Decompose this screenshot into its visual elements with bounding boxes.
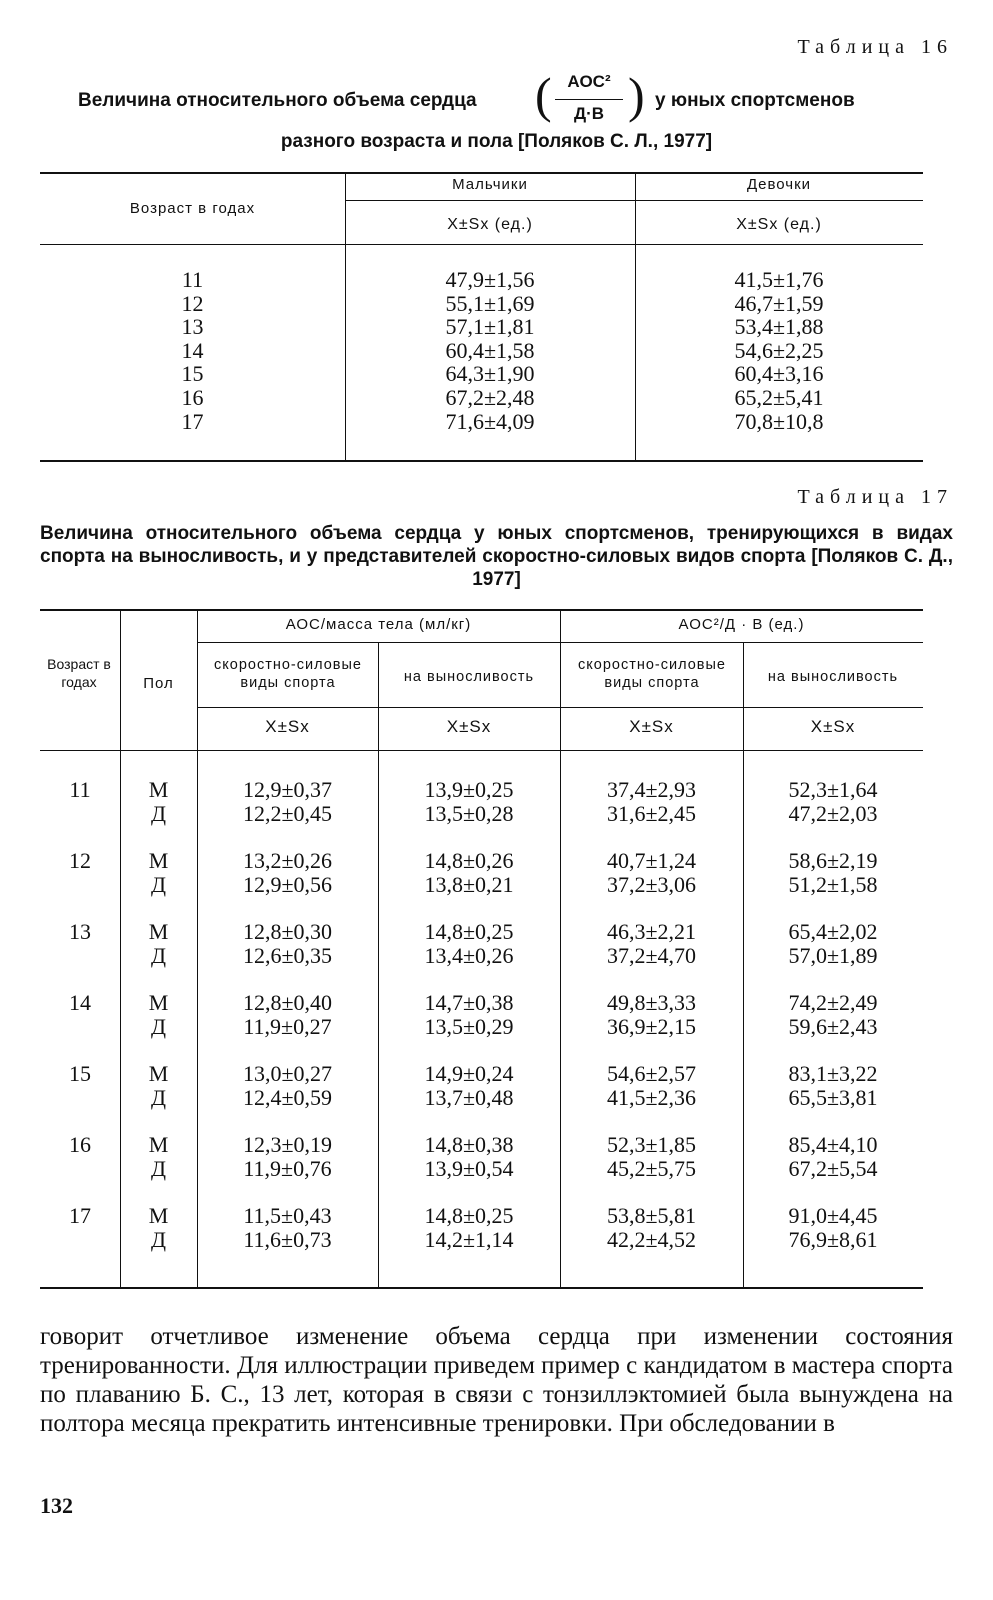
table16-girls-cell: 65,2±5,41: [734, 385, 824, 410]
table17-value-cell: 91,0±4,45: [788, 1203, 878, 1228]
table16-boys-cell: 71,6±4,09: [445, 408, 535, 434]
table16-age-cell: 15: [181, 361, 204, 387]
table16-girls-cell: 60,4±3,16: [734, 361, 824, 387]
table16-mid-rule: [345, 200, 923, 201]
table17-value-cell: 83,1±3,22: [788, 1061, 878, 1086]
table16-age-cell: 13: [181, 314, 204, 340]
table16-title-part2: у юных спортсменов: [655, 90, 855, 111]
table16-bottom-rule: [40, 460, 923, 462]
table17-value-cell: 49,8±3,33: [606, 990, 697, 1015]
table17-header-endurance-2: на выносливость: [767, 669, 899, 685]
table17-sex-cell: М: [148, 990, 169, 1015]
table17-value-cell: 14,8±0,26: [424, 848, 514, 873]
table17-value-cell: 46,3±2,21: [606, 919, 697, 944]
table16-header-age: Возраст в годах: [129, 200, 256, 217]
body-paragraph: говорит отчетливое изменение объема сердца при изменении состояния тренированности. Для иллюстрации приведем пример с кандидатом в мастера спорта по плаванию Б. С., 13 лет, которая в связи с тонзиллэктомией была вынуждена на полтора месяца прекратить интенсивные тренировки. При обследовании в: [40, 1323, 953, 1437]
table17-sex-cell: М: [148, 777, 169, 802]
table17-sex-cell: М: [148, 848, 169, 873]
table17-value-cell: 53,8±5,81: [606, 1203, 697, 1228]
table17-value-cell: 13,8±0,21: [424, 872, 514, 897]
table16-boys-cell: 64,3±1,90: [445, 361, 535, 387]
table17-value-cell: 37,4±2,93: [606, 777, 697, 802]
table17-sex-cell: М: [148, 1203, 169, 1228]
table17-value-cell: 12,6±0,35: [242, 943, 333, 968]
table16-boys-cell: 67,2±2,48: [445, 385, 535, 410]
table17-value-cell: 13,4±0,26: [424, 943, 514, 968]
table16-header-rule: [40, 244, 923, 245]
table17-header-group1: АОС/масса тела (мл/кг): [285, 616, 472, 633]
table17-sex-cell: Д: [150, 872, 166, 897]
table17-sex-cell: Д: [150, 1014, 166, 1039]
table16-header-stat-boys: X±Sx (ед.): [447, 216, 533, 233]
table17-value-cell: 13,2±0,26: [242, 848, 333, 873]
table16-girls-cell: 53,4±1,88: [734, 314, 824, 340]
table17-age-cell: 11: [69, 777, 91, 802]
table16-girls-cell: 54,6±2,25: [734, 337, 824, 363]
table17-header-group2: АОС²/Д · В (ед.): [678, 616, 805, 633]
table17-age-cell: 17: [69, 1203, 91, 1228]
table16-title-line2: разного возраста и пола [Поляков С. Л., 1977]: [280, 131, 713, 152]
table17-value-cell: 14,2±1,14: [424, 1227, 514, 1252]
table17-value-cell: 42,2±4,52: [606, 1227, 697, 1252]
table17-header-sex: Пол: [143, 675, 174, 692]
table17-header-speed-1: скоростно-силовые виды спорта: [214, 657, 362, 691]
table17-value-cell: 12,9±0,37: [242, 777, 333, 802]
table17-value-cell: 13,9±0,54: [424, 1156, 514, 1181]
table17-value-cell: 37,2±3,06: [606, 872, 697, 897]
table17-value-cell: 47,2±2,03: [788, 801, 878, 826]
table17-value-cell: 36,9±2,15: [606, 1014, 697, 1039]
table17-sex-cell: М: [148, 1061, 169, 1086]
table17-value-cell: 76,9±8,61: [788, 1227, 878, 1252]
table17-value-cell: 12,3±0,19: [242, 1132, 333, 1157]
table17-value-cell: 12,4±0,59: [242, 1085, 333, 1110]
title-fraction-denominator: Д·В: [573, 104, 605, 123]
table17-sex-cell: Д: [150, 1227, 166, 1252]
left-paren: (: [535, 67, 552, 123]
table17-value-cell: 31,6±2,45: [606, 801, 697, 826]
table17-header-stat-4: X±Sx: [810, 717, 856, 736]
table17-age-cell: 12: [69, 848, 91, 873]
table17-value-cell: 13,0±0,27: [242, 1061, 333, 1086]
title-fraction-numerator: АОС²: [567, 72, 611, 91]
table17-bottom-rule: [40, 1287, 923, 1289]
table17-value-cell: 11,5±0,43: [243, 1203, 332, 1228]
table17-value-cell: 14,7±0,38: [424, 990, 514, 1015]
table16-girls-cell: 41,5±1,76: [734, 267, 824, 292]
table17-value-cell: 12,2±0,45: [242, 801, 333, 826]
table16-boys-cell: 47,9±1,56: [445, 267, 535, 292]
table17-header-stat-3: X±Sx: [629, 717, 674, 736]
table17-value-cell: 58,6±2,19: [788, 848, 878, 873]
table17-age-cell: 16: [69, 1132, 91, 1157]
table17-value-cell: 85,4±4,10: [788, 1132, 878, 1157]
table16-boys-cell: 57,1±1,81: [445, 314, 535, 340]
table17-sex-cell: Д: [150, 943, 166, 968]
table17-age-cell: 15: [69, 1061, 91, 1086]
table17-sex-cell: М: [148, 1132, 169, 1157]
table17-value-cell: 52,3±1,85: [606, 1132, 697, 1157]
table17-value-cell: 13,9±0,25: [424, 777, 514, 802]
table17-header-rule: [40, 750, 923, 751]
table17-value-cell: 13,7±0,48: [424, 1085, 514, 1110]
table16-age-cell: 11: [181, 267, 204, 292]
table16-girls-cell: 70,8±10,8: [734, 408, 824, 434]
table16-girls-cell: 46,7±1,59: [734, 290, 824, 316]
table16-age-cell: 12: [181, 290, 204, 316]
table17-header-endurance-1: на выносливость: [403, 669, 535, 685]
table17-value-cell: 14,8±0,25: [424, 919, 514, 944]
table17-value-cell: 11,9±0,27: [243, 1014, 332, 1039]
table16-header-boys: Мальчики: [452, 176, 528, 193]
table16-top-rule: [40, 172, 923, 174]
table17-age-cell: 13: [69, 919, 91, 944]
table17-value-cell: 65,5±3,81: [788, 1085, 878, 1110]
table17-value-cell: 11,6±0,73: [243, 1227, 332, 1252]
table17-header-speed-2: скоростно-силовые виды спорта: [578, 657, 726, 691]
table17-value-cell: 14,9±0,24: [424, 1061, 514, 1086]
table17-value-cell: 40,7±1,24: [606, 848, 697, 873]
table17-header-age: Возраст в годах: [47, 656, 111, 690]
page-number: 132: [40, 1493, 73, 1518]
table17-value-cell: 13,5±0,28: [424, 801, 514, 826]
table17-value-cell: 37,2±4,70: [606, 943, 697, 968]
table17-caption: Таблица 17: [797, 486, 953, 508]
table16-age-cell: 17: [181, 408, 204, 434]
table17-value-cell: 12,8±0,30: [242, 919, 333, 944]
table16-boys-cell: 55,1±1,69: [445, 290, 535, 316]
table16-title-part1: Величина относительного объема сердца: [78, 90, 477, 111]
table17-value-cell: 67,2±5,54: [788, 1156, 878, 1181]
table17-value-cell: 14,8±0,25: [424, 1203, 514, 1228]
table16-boys-cell: 60,4±1,58: [445, 337, 535, 363]
table17-value-cell: 52,3±1,64: [788, 777, 878, 802]
table17-header-stat-1: X±Sx: [265, 717, 310, 736]
table17-value-cell: 65,4±2,02: [788, 919, 878, 944]
table17-value-cell: 11,9±0,76: [243, 1156, 332, 1181]
table17-age-cell: 14: [69, 990, 91, 1015]
table17-sex-cell: М: [148, 919, 169, 944]
table17-sex-cell: Д: [150, 801, 166, 826]
table16-header-stat-girls: X±Sx (ед.): [736, 216, 822, 233]
table16-age-cell: 14: [181, 337, 204, 363]
table17-title: Величина относительного объема сердца у юных спортсменов, тренирующихся в видах спорта на выносливость, и у представителей скоростно-силовых видов спорта [Поляков С. Д., 1977]: [40, 523, 953, 590]
table17-value-cell: 51,2±1,58: [788, 872, 878, 897]
table17-value-cell: 12,8±0,40: [242, 990, 333, 1015]
table17-sex-cell: Д: [150, 1156, 166, 1181]
table17-value-cell: 45,2±5,75: [606, 1156, 697, 1181]
table17-value-cell: 59,6±2,43: [788, 1014, 878, 1039]
table16-age-cell: 16: [181, 385, 204, 410]
right-paren: ): [628, 67, 645, 123]
table17-value-cell: 74,2±2,49: [788, 990, 878, 1015]
table16-caption: Таблица 16: [797, 36, 953, 58]
table17-value-cell: 54,6±2,57: [606, 1061, 697, 1086]
table17-header-stat-2: X±Sx: [446, 717, 492, 736]
table17-sex-cell: Д: [150, 1085, 166, 1110]
table17-value-cell: 13,5±0,29: [424, 1014, 514, 1039]
fraction-bar: [555, 99, 623, 100]
table17-value-cell: 41,5±2,36: [606, 1085, 697, 1110]
table16-header-girls: Девочки: [746, 176, 812, 193]
table17-value-cell: 14,8±0,38: [424, 1132, 514, 1157]
table17-value-cell: 57,0±1,89: [788, 943, 878, 968]
table17-top-rule: [40, 609, 923, 611]
table17-value-cell: 12,9±0,56: [242, 872, 333, 897]
